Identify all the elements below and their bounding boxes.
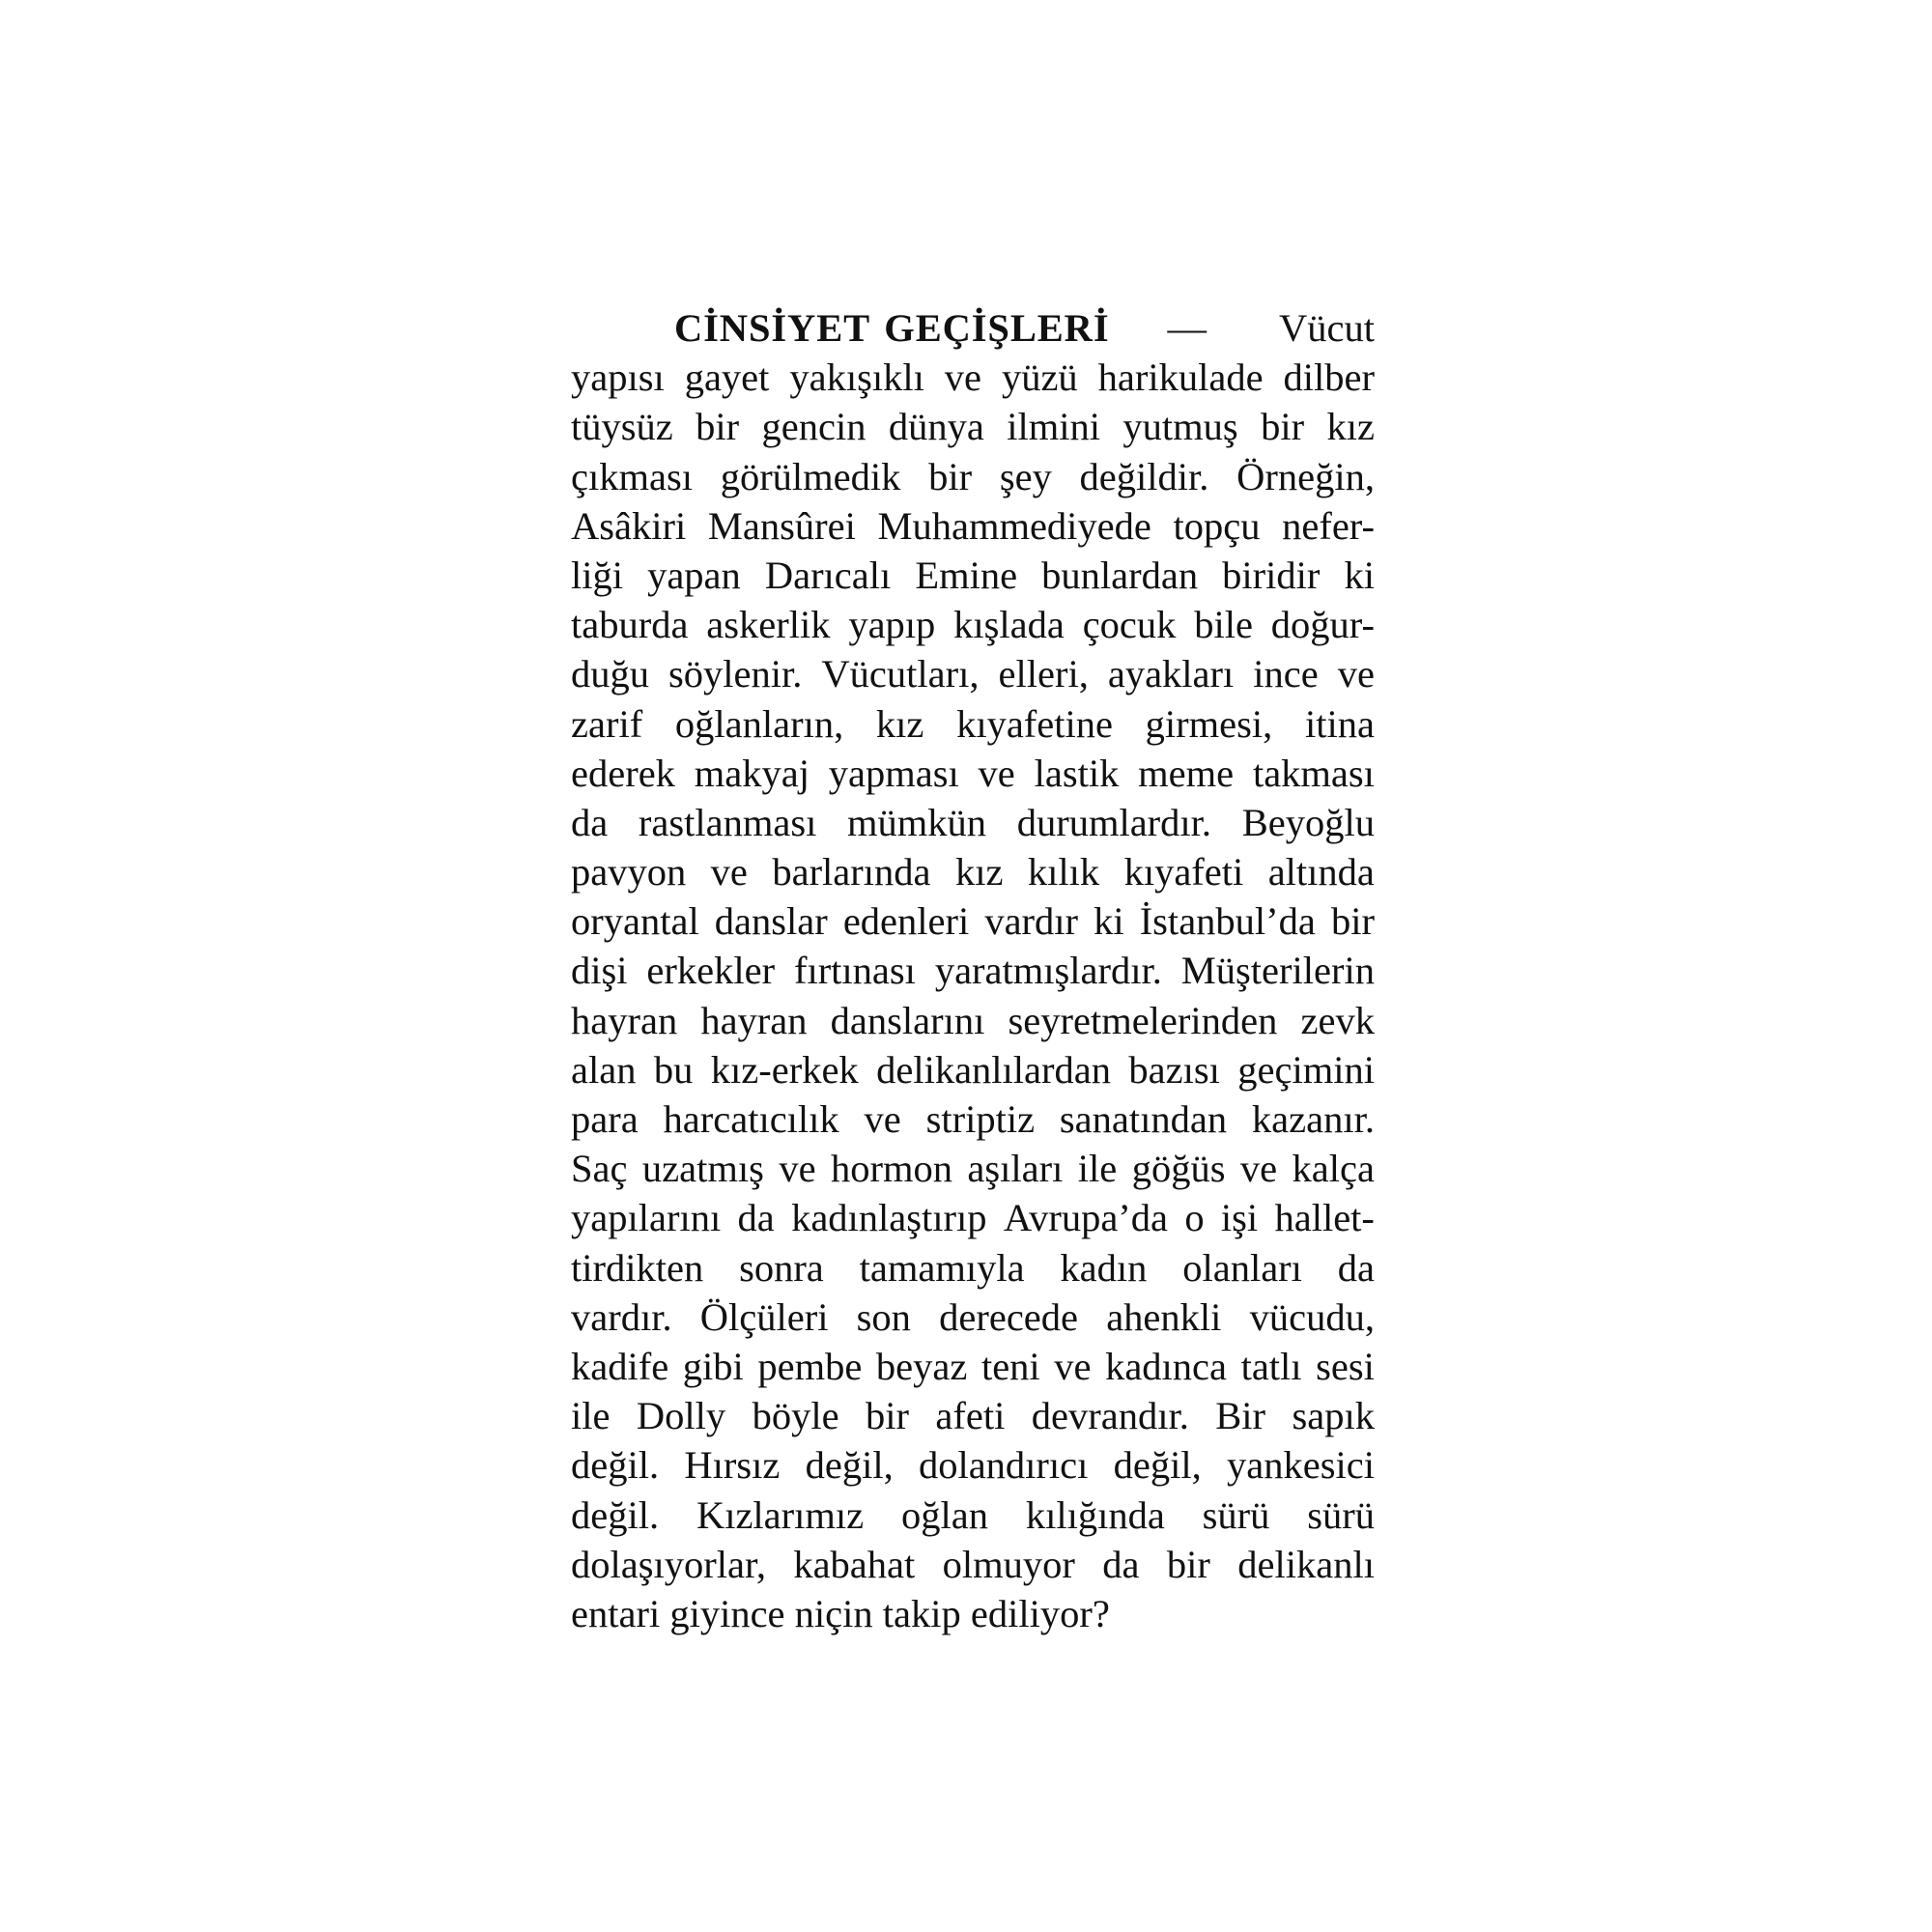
text-line [571,1193,1375,1242]
word: pavyon [571,850,687,895]
word: harcatıcılık [663,1097,839,1141]
word: Darıcalı [764,553,892,597]
word: Avrupa’da [1003,1196,1169,1240]
word: elleri, [998,652,1089,696]
word: kadınca [1105,1344,1227,1388]
word: geçimini [1237,1047,1375,1092]
word: bir [866,1394,909,1438]
word: görülmedik [720,454,901,498]
word: duğu [571,652,649,696]
word: dişi [571,949,628,993]
word: rastlanması [638,800,817,844]
word: o [1184,1196,1205,1240]
word: yaratmışlardır. [934,949,1162,993]
word: ince [1253,652,1319,696]
word: ve [864,1097,901,1141]
word: hormon [830,1147,952,1191]
word: ki [1094,899,1124,944]
word: Emine [915,553,1018,597]
word: delikanlı [1237,1542,1375,1586]
word: gayet [684,355,770,400]
word: sanatından [1059,1097,1228,1141]
word: kadife [571,1344,669,1388]
word: kabahat [793,1542,916,1586]
word: Mansûrei [707,503,856,548]
word: olanları [1182,1245,1302,1290]
word: hayran [571,998,678,1042]
word: Ölçüleri [699,1294,829,1339]
word: İstanbul’da [1139,899,1316,944]
word: değil, [1113,1443,1202,1488]
word: meme [1138,751,1235,795]
text-line [571,649,1375,698]
word: oğlan [900,1492,988,1537]
word: dünya [888,405,984,449]
word: kadın [1060,1245,1148,1290]
word: Hırsız [684,1443,781,1488]
word: yutmuş [1122,405,1238,449]
word: afeti [935,1394,1006,1438]
word: altında [1267,850,1375,895]
word: seyretmelerinden [1008,998,1278,1042]
text-line [571,1342,1375,1391]
word: striptiz [925,1097,1036,1141]
word: nefer- [1282,503,1375,548]
word: kadınlaştırıp [791,1196,987,1240]
text-line [571,996,1375,1045]
text-line [571,551,1375,600]
text-line [571,1293,1375,1342]
word: Vücutları, [821,652,980,696]
word: biridir [1222,553,1321,597]
word: kılık [1027,850,1100,895]
word: çıkması [571,454,693,498]
word: ile [1077,1147,1118,1191]
word: askerlik [706,603,831,647]
word: takması [1252,751,1375,795]
word: vücudu, [1249,1294,1375,1339]
word: makyaj [694,751,810,795]
text-line [571,1094,1375,1144]
word: harikulade [1097,355,1264,400]
word: para [571,1097,639,1141]
text-line [571,798,1375,847]
word: uzatmış [641,1147,764,1191]
word: ile [571,1394,611,1438]
word: durumlardır. [1016,800,1212,844]
text-line [571,1540,1375,1589]
text-line [571,501,1375,551]
word: kız [954,850,1004,895]
word: fırtınası [793,949,916,993]
word: tatlı [1240,1344,1302,1388]
text-line [571,600,1375,649]
word: ve [1054,1344,1092,1388]
word: da [737,1196,775,1240]
dictionary-entry [571,303,1375,1638]
word: sesi [1316,1344,1375,1388]
word: ahenkli [1106,1294,1222,1339]
word: kıyafeti [1123,850,1244,895]
word: liği [571,553,624,597]
word: yapan [647,553,741,597]
word: dolaşıyorlar, [571,1542,766,1586]
text-line [571,896,1375,946]
word: doğur- [1270,603,1375,647]
word: yapılarını [571,1196,722,1240]
word: çocuk [1082,603,1177,647]
entry-body [571,353,1375,1638]
word: gibi [682,1344,744,1388]
word: bir [928,454,973,498]
word: da [1102,1542,1140,1586]
word: Kızlarımız [696,1492,865,1537]
text-line [571,1440,1375,1490]
word: ve [944,355,982,400]
word: edenleri [842,899,970,944]
word: ayakları [1107,652,1235,696]
word: danslarını [830,998,985,1042]
word: ilmini [1007,405,1101,449]
word: yapısı [571,355,665,400]
word: Asâkiri [571,503,687,548]
word: zarif [571,701,643,746]
word: teni [980,1344,1040,1388]
word: Beyoğlu [1241,800,1375,844]
word: değildir. [1079,454,1209,498]
word: kılığında [1025,1492,1165,1537]
word: mümkün [847,800,987,844]
text-line [571,1491,1375,1540]
entry-dash: — [1167,306,1207,350]
word: yapıp [848,603,936,647]
word: lastik [1034,751,1120,795]
word: zevk [1300,998,1375,1042]
word: yüzü [1001,355,1078,400]
word: bu [653,1047,694,1092]
line-text: entari giyince niçin takip ediliyor? [571,1591,1110,1635]
word: böyle [752,1394,839,1438]
text-line [571,1144,1375,1193]
word: tüysüz [571,405,673,449]
word: göğüs [1131,1147,1226,1191]
text-line [571,1391,1375,1440]
word: değil, [805,1443,894,1488]
word: bile [1194,603,1253,647]
word: sürü [1307,1492,1375,1537]
entry-title: CİNSİYET GEÇİŞLERİ [674,306,1110,350]
text-line [571,847,1375,896]
word: kalça [1292,1147,1375,1191]
word: yakışıklı [789,355,924,400]
word: barlarında [772,850,931,895]
word: aşıları [967,1147,1064,1191]
word: Dolly [636,1394,726,1438]
word: yapması [828,751,959,795]
word: sonra [739,1245,824,1290]
word: ederek [571,751,675,795]
text-line [571,353,1375,402]
word: Bir [1215,1394,1266,1438]
word: kız [875,701,924,746]
word: şey [999,454,1052,498]
word: bir [1330,899,1375,944]
text-line [571,452,1375,501]
word: söylenir. [668,652,803,696]
word: değil. [571,1443,660,1488]
word: itina [1304,701,1375,746]
word: ve [710,850,748,895]
word: bir [1261,405,1305,449]
word: kıyafetine [956,701,1113,746]
text-line [571,1243,1375,1293]
word: kız-erkek [710,1047,859,1092]
word: ve [1337,652,1375,696]
entry-first-line [571,303,1375,353]
text-line [571,699,1375,749]
word: Müşterilerin [1180,949,1375,993]
word: alan [571,1047,637,1092]
text-line [571,402,1375,451]
word: ki [1344,553,1375,597]
word: taburda [571,603,689,647]
text-line [571,749,1375,798]
word: gencin [761,405,867,449]
word: ve [779,1147,816,1191]
word: olmuyor [942,1542,1075,1586]
word: ve [978,751,1015,795]
word: tirdikten [571,1245,704,1290]
entry-first-word: Vücut [1279,306,1375,350]
word: vardır [984,899,1079,944]
word: beyaz [875,1344,968,1388]
word: oryantal [571,899,699,944]
word: da [1337,1245,1375,1290]
text-line [571,1045,1375,1094]
word: ve [1239,1147,1278,1191]
word: hayran [700,998,808,1042]
word: girmesi, [1145,701,1273,746]
word: bunlardan [1041,553,1199,597]
word: Saç [571,1147,628,1191]
word: devrandır. [1031,1394,1189,1438]
word: oğlanların, [674,701,844,746]
word: derecede [939,1294,1078,1339]
word: bazısı [1128,1047,1220,1092]
word: bir [1166,1542,1210,1586]
word: topçu [1173,503,1261,548]
word: hallet- [1274,1196,1375,1240]
word: da [571,800,609,844]
word: vardır. [571,1294,672,1339]
word: sürü [1202,1492,1270,1537]
word: son [856,1294,911,1339]
word: yankesici [1227,1443,1375,1488]
word: kışlada [953,603,1065,647]
word: Örneğin, [1236,454,1375,498]
word: değil. [571,1492,660,1537]
word: işi [1220,1196,1259,1240]
word: danslar [714,899,828,944]
text-line [571,946,1375,995]
word: delikanlılardan [876,1047,1111,1092]
word: kız [1326,405,1375,449]
word: erkekler [646,949,776,993]
word: tamamıyla [859,1245,1025,1290]
word: dolandırıcı [918,1443,1089,1488]
word: bir [696,405,740,449]
word: sapık [1292,1394,1375,1438]
text-line [571,1589,1375,1638]
word: pembe [757,1344,863,1388]
word: dilber [1283,355,1375,400]
word: Muhammediyede [877,503,1151,548]
word: kazanır. [1251,1097,1375,1141]
